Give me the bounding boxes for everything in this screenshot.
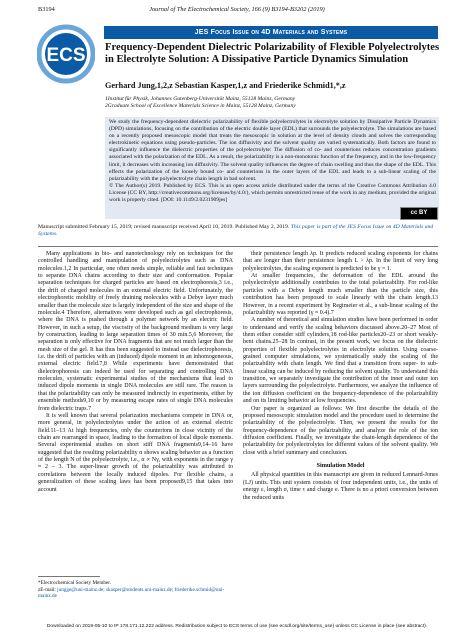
ecs-logo-text: ECS	[46, 45, 86, 66]
email-links[interactable]: jungge@uni-mainz.de; skasper@students.uni-mainz.de; friederike.schmid@uni-mainz.de	[38, 586, 225, 600]
page-number: B3194	[38, 6, 55, 13]
affiliation-2: 2Graduate School of Excellence Materials Science in Mainz, 55128 Mainz, Germany	[105, 103, 296, 109]
body-paragraph: A number of theoretical and simulation studies have been performed in order to understand and verify the scaling behaviors discussed above.20–27 Most of them either consider stiff cylinders,18 rod-like particles20–23 or short weakly-bent chains.25–28 In contrast, in the present work, we focus on the dielectric properties of flexible polyelectrolytes in electrolyte solution. Using coarse-grained computer simulations, we systematically study the scaling of the polarizability with chain length. We find that a transition from super- to sub-linear scaling can be induced by reducing the solvent quality. To understand this transition, we separately investigate the contribution of the inner and outer ion layers surrounding the polyelectrolyte. Furthermore, we analyze the influence of the ion diffusion coefficient on the frequency-dependence of the polarizability and on its limiting behavior at low frequencies.	[243, 317, 438, 405]
manuscript-info	[38, 224, 438, 238]
body-paragraph: Many applications in bio- and nanotechnology rely on techniques for the controlled handling and manipulation of polyelectrolytes such as DNA molecules.1,2 In particular, one often needs simple, reliable and fast techniques to separate DNA chains according to their size and conformation. Popular separation techniques for charged particles are based on electrophoresis,3 i.e., the drift of charged molecules in an external electric field. Unfortunately, the electrophoretic mobility of freely draining molecules with a Debye layer much smaller than the molecule size is largely independent of the size and shape of the molecule.4 Therefore, alternatives were developed such as gel electrophoresis, where the DNA is pushed through a polymer network by an electric field. However, in such a setup, the viscosity of the background medium is very large by construction, leading to large separation times of 30 min.5,6 Moreover, the separation is only effective for DNA fragments that are not much larger than the mesh size of the gel. It has thus been suggested to instead use dielectrophoresis, i.e. the drift of particles with an (induced) dipole moment in an inhomogeneous, external electric field.7,8 While experiments have demonstrated that dielectrophoresis can indeed be used for separating and controlling DNA molecules, systematic experimental studies of the mechanisms that lead to induced dipole moments in single DNA molecules are still rare. The reason is that the polarizability can only be measured indirectly in experiments, either by ensemble methods9,10 or by measuring escape rates of single DNA molecules from dielectric traps.7	[38, 251, 233, 412]
body-paragraph: At smaller frequencies, the deformation of the EDL around the polyelectrolyte additionally contributes to the total polarizability. For rod-like particles with a Debye length much smaller than the particle size, this contribution has been proposed to scale linearly with the chain length.13 However, in a recent experiment by Regtmeier et al., a sub-linear scaling of the polarizability was reported (γ ≈ 0.4).7	[243, 273, 438, 316]
affiliation-1: 1Institut für Physik, Johannes Gutenberg-Universität Mainz, 55128 Mainz, Germany	[105, 96, 296, 102]
body-paragraph: All physical quantities in this manuscript are given in reduced Lennard-Jones (LJ) units. This unit system consists of four independent units, i.e., the units of energy ε, length σ, time τ and charge e. There is no a priori conversion between the reduced units	[243, 472, 438, 501]
section-heading: Simulation Model	[316, 462, 365, 470]
focus-issue-banner: JES Focus Issue on 4D Materials and Systems	[104, 26, 438, 39]
body-paragraph: Our paper is organized as follows: We first describe the details of the proposed mesoscopic simulation model and the procedure used to determine the polarizability of the polyelectrolyte. Then, we present the results for the frequency-dependence of the polarizability, and analyze the role of the ion diffusion coefficient. Finally, we investigate the chain-length dependence of the polarizability for polyelectrolytes for different values of the solvent quality. We close with a brief summary and conclusion.	[243, 405, 438, 456]
article-authors: Gerhard Jung,1,2,z Sebastian Kasper,1,z and Friederike Schmid1,*,z	[105, 81, 346, 90]
cc-by-license-badge[interactable]: cc BY	[400, 207, 438, 220]
download-notice: Downloaded on 2019-05-10 to IP 178.171.12.222 address. Redistribution subject to ECS terms of use (see ecsdl.org/site/terms_use) unless CC License in place (see abstract).	[46, 624, 428, 629]
journal-header: Journal of The Electrochemical Society, 166 (9) B3194-B3202 (2019)	[149, 6, 325, 13]
body-column-right	[243, 251, 438, 502]
article-title: Frequency-Dependent Dielectric Polarizability of Flexible Polyelectrolytes in Electrolyte Solution: A Dissipative Particle Dynamics Simulation	[105, 42, 440, 65]
body-paragraph: their persistence length λp. It predicts reduced scaling exponents for chains that are longer than their persistence length L > λp. In the limit of very long polyelectrolytes, the scaling exponent is predicted to be γ = 1.	[243, 251, 438, 272]
ecs-logo	[37, 24, 95, 84]
footnote-member: *Electrochemical Society Member.	[38, 580, 112, 586]
divider	[38, 246, 438, 247]
footnote-email	[38, 587, 233, 600]
email-label: zE-mail:	[38, 586, 56, 593]
footnotes	[38, 580, 233, 600]
abstract	[109, 119, 436, 204]
footnote-divider	[38, 576, 100, 577]
abstract-text: We study the frequency-dependent dielectric polarizability of flexible polyelectrolytes in electrolyte solution by Dissipative Particle Dynamics (DPD) simulations, focusing on the contribution of the electric double layer (EDL) that surrounds the polyelectrolyte. The simulations are based on a recently proposed mesoscopic model that treats the mesoscopic in solution at the level of density clouds and solves the corresponding electrokinetic equations using pseudo-particles. The ion diffusivity and the solvent quality are varied systematically. Both factors are found to significantly influence the dielectric properties of the polyelectrolyte: The diffusion of co- and counterions reduces concentration gradients associated with the polarization of the EDL. As a result, the polarizability is a non-monotonic function of the frequency, and in the low-frequency limit, it decreases with increasing ion diffusivity. The solvent quality influences the degree of chain swelling and thus the shape of the EDL. This effects the polarization of the loosely bound co- and counterions in the outer layers of the EDL and leads to a sub-linear scaling of the polarizability with the polyelectrolyte chain length in bad solvent.	[109, 119, 436, 182]
body-paragraph: It is well known that several polarization mechanisms compete in DNA or, more general, in polyelectrolytes under the action of an external electric field.11–13 At high frequencies, only the counterions in close vicinity of the chain are rearranged in space, leading to the formation of local dipole moments. Several experimental studies on short stiff DNA fragments9,14–16 have suggested that the resulting polarizability α shows scaling behavior as a function of the length N of the polyelectrolyte, i.e., α ∝ Nγ, with exponents in the range γ ≈ 2 – 3. The super-linear growth of the polarizability was attributed to correlations between the locally induced dipoles. For flexible chains, a generalization of these scaling laws has been proposed9,15 that takes into account	[38, 412, 233, 493]
copyright-text: © The Author(s) 2019. Published by ECS. This is an open access article distributed under the terms of the Creative Commons Attribution 4.0 License (CC BY, http://creativecommons.org/licenses/by/4.0/), which permits unrestricted reuse of the work in any medium, provided the original work is properly cited. [DOI: 10.1149/2.0231909jes]	[109, 182, 436, 204]
body-column-left	[38, 251, 233, 494]
focus-issue-link[interactable]: This paper is part of the JES Focus Issue on 4D Materials and Systems.	[38, 224, 434, 238]
manuscript-dates: Manuscript submitted February 15, 2019; revised manuscript received April 10, 2019. Published May 2, 2019.	[38, 224, 290, 230]
